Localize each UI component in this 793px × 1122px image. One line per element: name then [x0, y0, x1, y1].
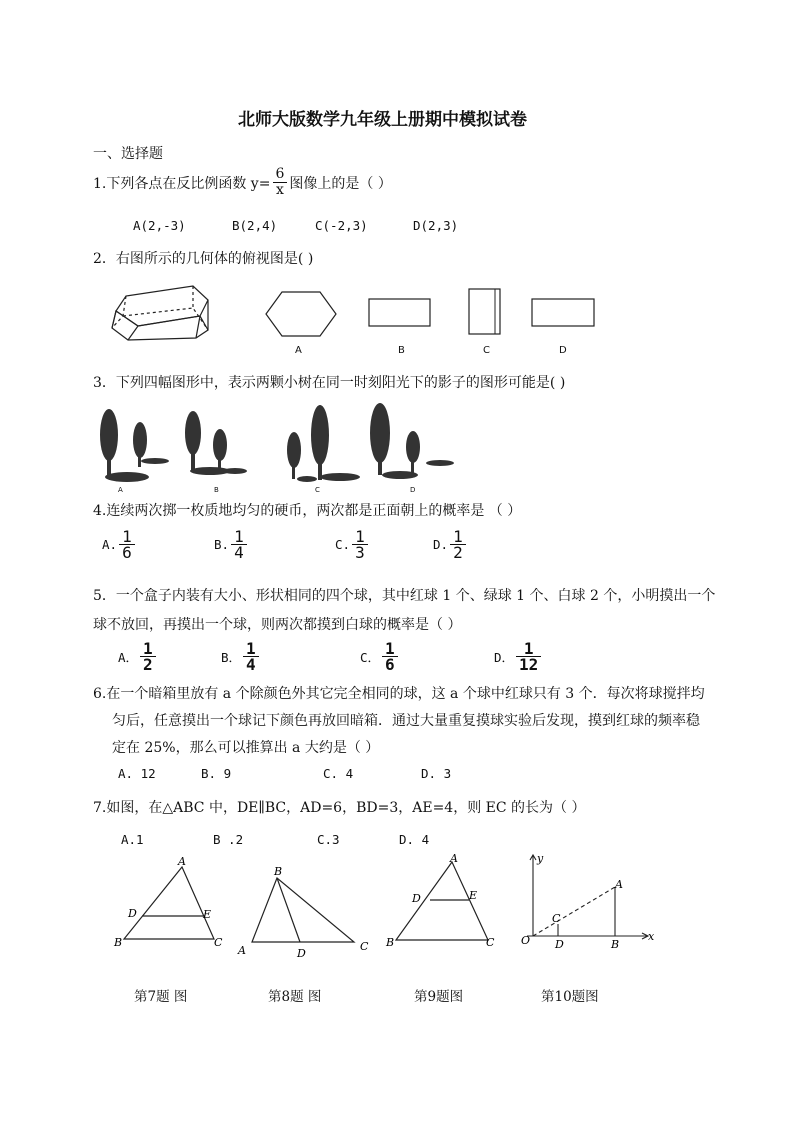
page-title: 北师大版数学九年级上册期中模拟试卷 — [238, 110, 527, 130]
q5-option-a[interactable] — [118, 641, 158, 672]
f7-point-d: D — [128, 907, 137, 920]
question-5-line-1: 5．一个盒子内装有大小、形状相同的四个球，其中红球 1 个、绿球 1 个、白球 2 个，小明摸出一个 — [93, 588, 716, 604]
q5-option-b-letter: B． — [221, 649, 242, 665]
q4-b-num: 1 — [234, 527, 244, 546]
q3-panel-c — [287, 405, 360, 482]
q2-option-b-rectangle[interactable] — [368, 298, 432, 330]
q1-fraction — [272, 167, 287, 198]
q4-a-num: 1 — [122, 527, 132, 546]
f10-point-b: B — [611, 938, 620, 951]
f8-point-d: D — [297, 947, 306, 960]
q5-option-a-letter: A． — [118, 649, 139, 665]
figure-8-caption: 第8题 图 — [268, 989, 322, 1005]
q4-option-c-letter: C. — [335, 537, 351, 552]
f10-point-o: O — [521, 934, 531, 947]
f9-point-d: D — [412, 892, 421, 905]
f10-axis-x: x — [648, 930, 655, 943]
q4-a-den: 6 — [119, 544, 135, 560]
f10-axis-y: y — [537, 852, 544, 865]
question-3: 3．下列四幅图形中，表示两颗小树在同一时刻阳光下的影子的图形可能是( ) — [93, 375, 566, 391]
q2-label-c: C — [483, 345, 490, 356]
q7-option-d[interactable]: D. 4 — [399, 832, 430, 847]
q1-fraction-denominator: x — [273, 182, 287, 198]
q2-option-c-rectangle[interactable] — [468, 288, 502, 336]
q3-label-b: B — [214, 486, 219, 494]
q4-option-b[interactable] — [214, 529, 249, 560]
q5-d-den: 12 — [516, 656, 541, 672]
q7-option-a[interactable]: A.1 — [121, 832, 144, 847]
q3-panel-d — [370, 403, 454, 479]
q7-option-b[interactable]: B .2 — [213, 832, 244, 847]
q6-option-a[interactable]: A. 12 — [118, 766, 156, 781]
q3-label-d: D — [410, 486, 416, 494]
f10-point-d: D — [555, 938, 564, 951]
figure-7 — [110, 855, 235, 955]
figure-7-caption: 第7题 图 — [134, 989, 188, 1005]
q4-option-c[interactable] — [335, 529, 370, 560]
question-6-line-1: 6.在一个暗箱里放有 a 个除颜色外其它完全相同的球，这 a 个球中红球只有 3 个．每次将球搅拌均 — [93, 686, 705, 702]
f10-point-c: C — [552, 912, 561, 925]
q4-d-den: 2 — [450, 544, 466, 560]
q4-option-a-letter: A. — [102, 537, 118, 552]
q4-d-num: 1 — [453, 527, 463, 546]
question-4: 4.连续两次掷一枚质地均匀的硬币，两次都是正面朝上的概率是 （ ） — [93, 503, 522, 519]
q5-a-num: 1 — [143, 639, 153, 658]
figure-9-caption: 第9题图 — [414, 989, 464, 1005]
q3-panel-a — [100, 409, 169, 482]
f9-point-e: E — [469, 889, 478, 902]
q2-label-d: D — [559, 345, 567, 356]
q3-label-a: A — [118, 486, 123, 494]
figure-9 — [382, 850, 497, 955]
question-2: 2．右图所示的几何体的俯视图是( ) — [93, 251, 314, 267]
q5-option-b[interactable] — [221, 641, 261, 672]
f7-point-e: E — [203, 908, 212, 921]
q4-b-den: 4 — [231, 544, 247, 560]
q4-option-d[interactable] — [433, 529, 468, 560]
f8-point-a: A — [238, 944, 246, 957]
q2-option-a-hexagon[interactable] — [264, 290, 340, 340]
q4-c-num: 1 — [355, 527, 365, 546]
f10-point-a: A — [615, 878, 623, 891]
q2-solid-figure — [108, 278, 218, 344]
q6-option-c[interactable]: C. 4 — [323, 766, 354, 781]
q1-fraction-numerator: 6 — [275, 166, 285, 182]
figure-10-caption: 第10题图 — [541, 989, 599, 1005]
q3-panel-b — [185, 411, 247, 475]
q6-option-b[interactable]: B. 9 — [201, 766, 232, 781]
q5-option-d[interactable] — [494, 641, 543, 672]
q4-option-b-letter: B. — [214, 537, 230, 552]
q5-option-c[interactable] — [360, 641, 400, 672]
q5-a-den: 2 — [140, 656, 156, 672]
q5-c-den: 6 — [382, 656, 398, 672]
figure-10 — [515, 852, 655, 952]
section-heading: 一、选择题 — [93, 146, 163, 162]
q5-b-num: 1 — [246, 639, 256, 658]
question-1-text: 1.下列各点在反比例函数 y= — [93, 175, 271, 192]
q1-option-c[interactable]: C(-2,3) — [315, 218, 368, 233]
f9-point-c: C — [486, 936, 495, 949]
question-1-tail: 图像上的是（ ） — [289, 175, 392, 192]
q4-option-d-letter: D. — [433, 537, 449, 552]
q5-b-den: 4 — [243, 656, 259, 672]
q4-option-a[interactable] — [102, 529, 137, 560]
f7-point-c: C — [214, 936, 223, 949]
f7-point-b: B — [114, 936, 123, 949]
q5-d-num: 1 — [523, 639, 534, 658]
q5-option-c-letter: C． — [360, 649, 381, 665]
question-6-line-3: 定在 25%，那么可以推算出 a 大约是（ ） — [112, 740, 380, 756]
q2-option-d-rectangle[interactable] — [531, 298, 597, 330]
question-6-line-2: 匀后，任意摸出一个球记下颜色再放回暗箱．通过大量重复摸球实验后发现，摸到红球的频率稳 — [112, 713, 700, 729]
f7-point-a: A — [178, 855, 186, 868]
f9-point-b: B — [386, 936, 395, 949]
q1-option-b[interactable]: B(2,4) — [232, 218, 278, 233]
figure-8 — [232, 860, 372, 965]
q1-option-d[interactable]: D(2,3) — [413, 218, 459, 233]
q3-trees-figure — [95, 395, 475, 490]
f9-point-a: A — [450, 852, 458, 865]
q3-label-c: C — [315, 486, 320, 494]
q5-option-d-letter: D． — [494, 649, 515, 665]
q4-c-den: 3 — [352, 544, 368, 560]
q7-option-c[interactable]: C.3 — [317, 832, 340, 847]
q5-c-num: 1 — [385, 639, 395, 658]
f8-point-b: B — [274, 865, 283, 878]
q6-option-d[interactable]: D. 3 — [421, 766, 452, 781]
question-7: 7.如图，在△ABC 中，DE∥BC，AD=6，BD=3，AE=4，则 EC 的长为（ ） — [93, 800, 586, 816]
f8-point-c: C — [360, 940, 369, 953]
q2-label-b: B — [398, 345, 405, 356]
question-5-line-2: 球不放回，再摸出一个球，则两次都摸到白球的概率是（ ） — [93, 617, 462, 633]
q1-option-a[interactable]: A(2,-3) — [133, 218, 186, 233]
question-1 — [93, 167, 392, 198]
q2-label-a: A — [295, 345, 302, 356]
